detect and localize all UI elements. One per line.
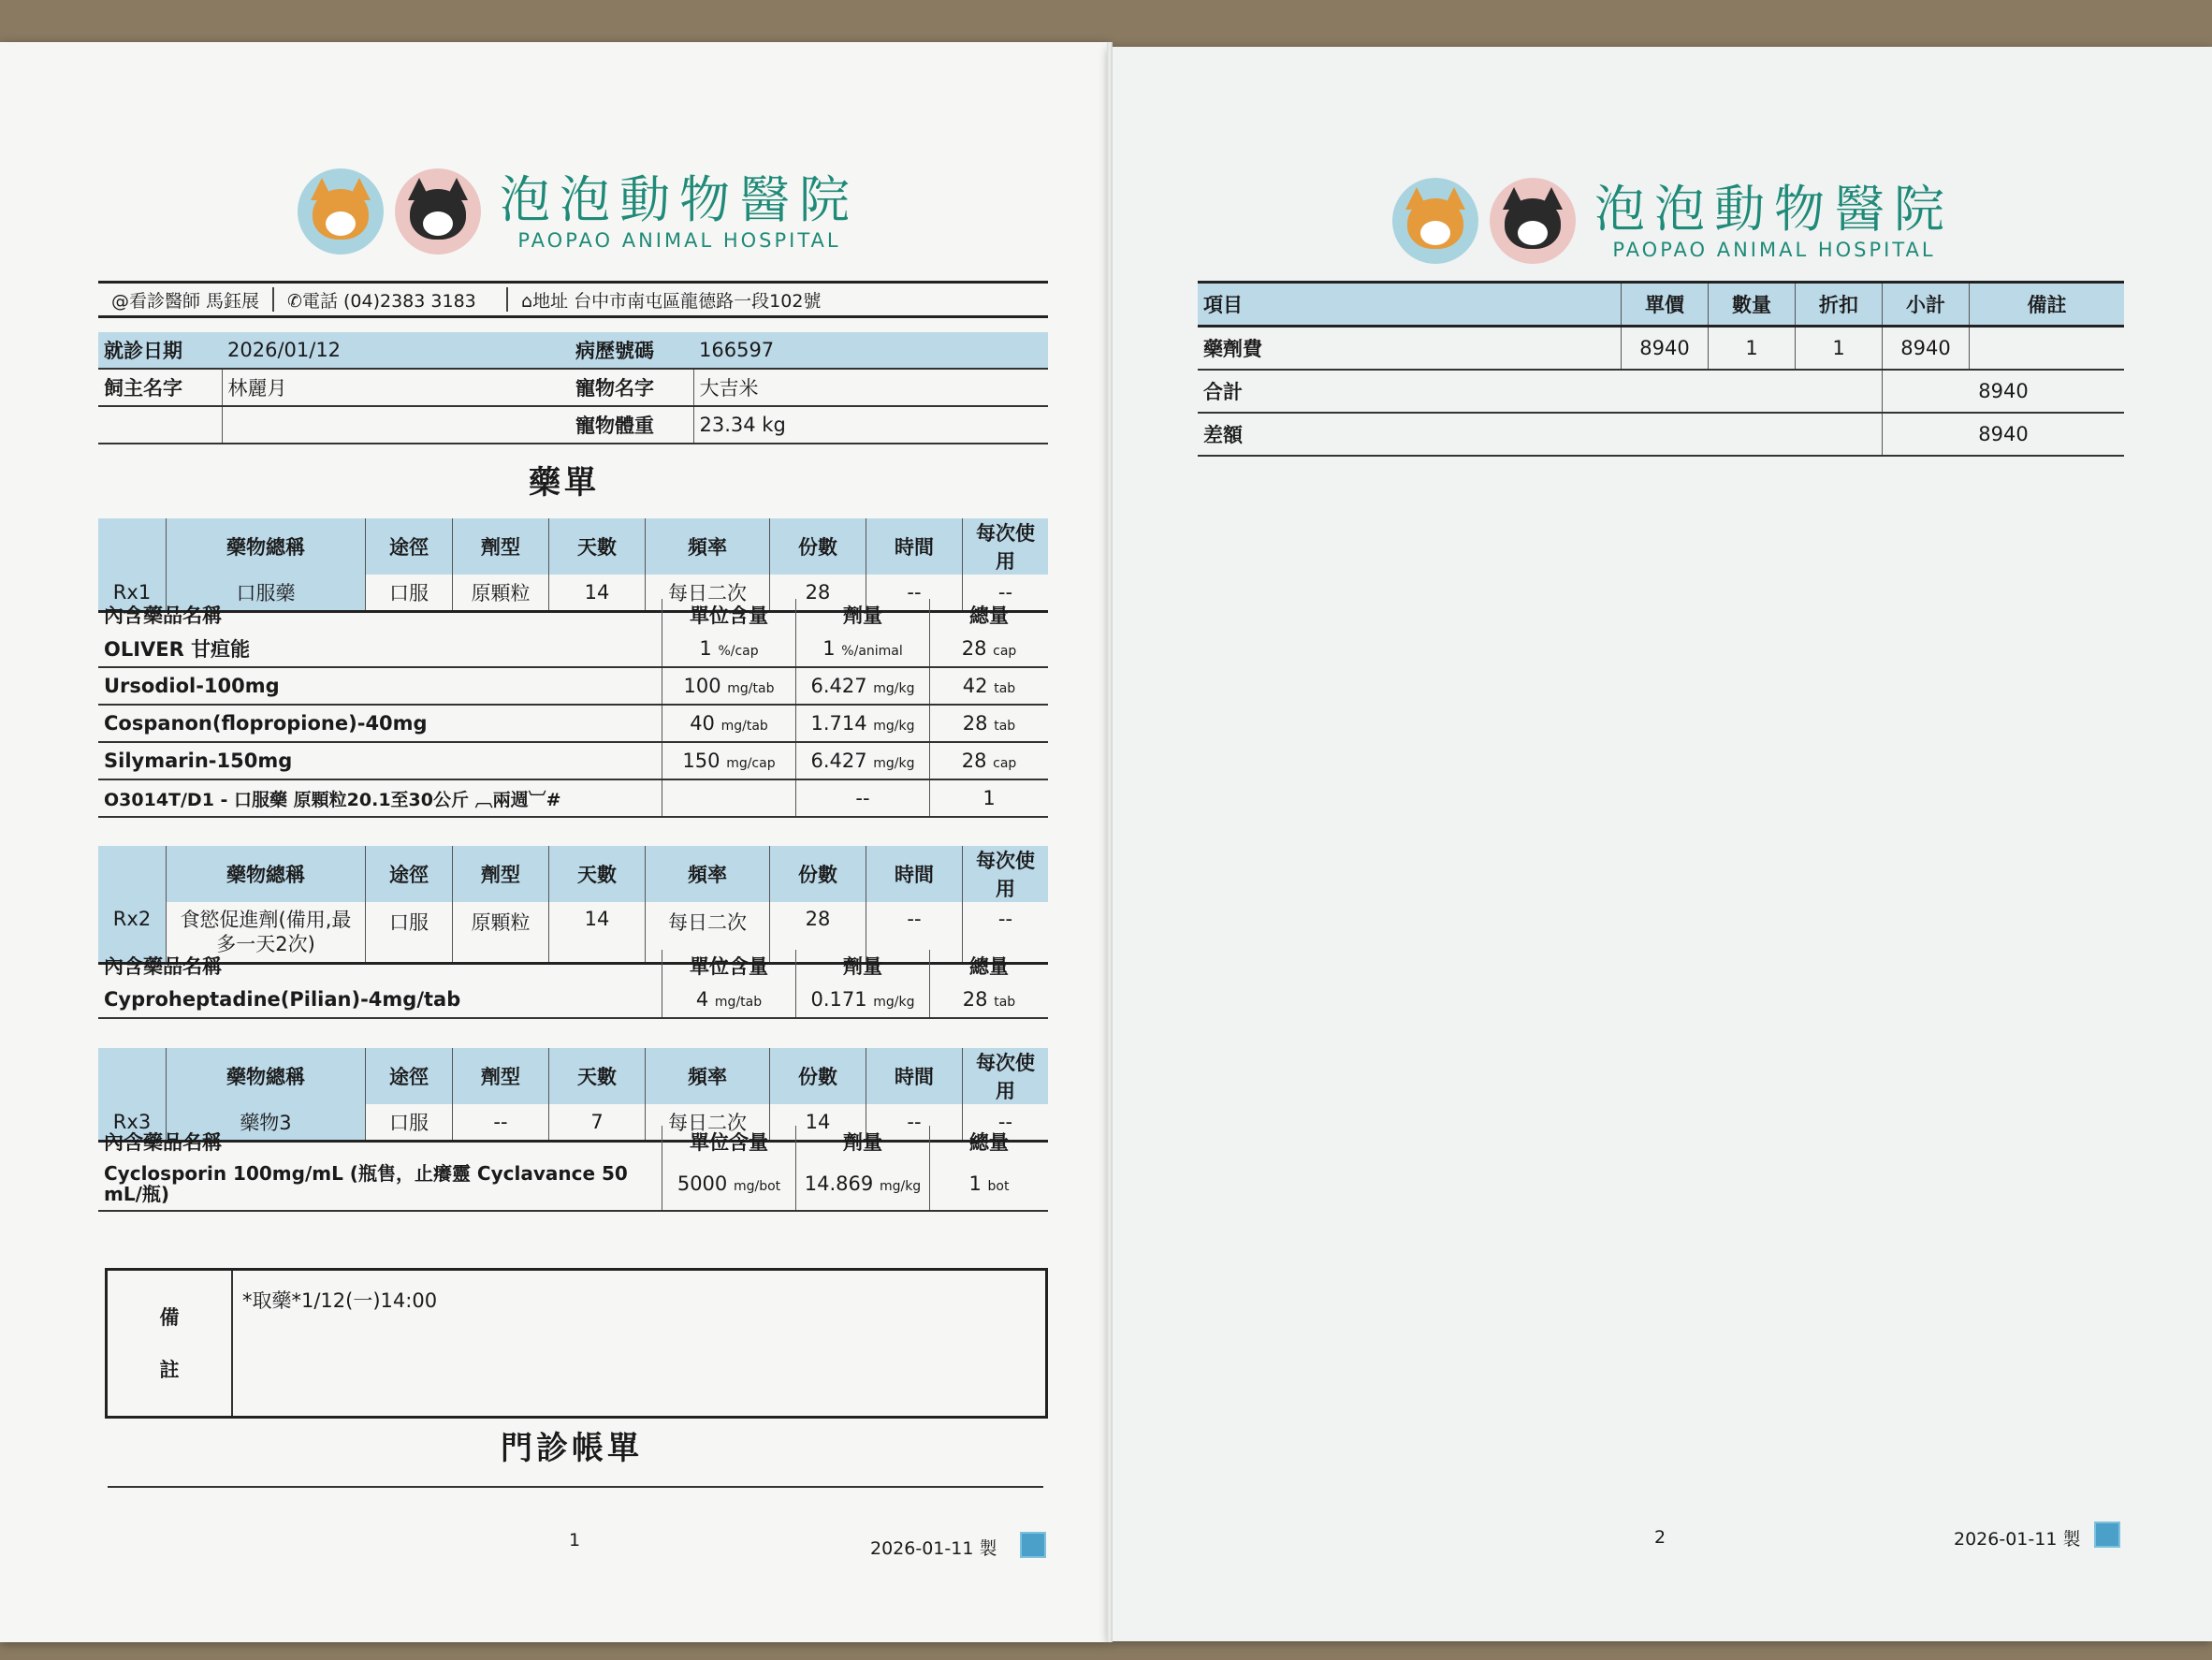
pet-value: 大吉米 bbox=[699, 377, 759, 400]
rx1-ing-header-dose: 劑量 bbox=[796, 599, 930, 631]
visit-date-value: 2026/01/12 bbox=[222, 332, 570, 369]
dose: 6.427 bbox=[810, 675, 867, 697]
rx2-ingredients-table bbox=[98, 950, 1048, 1019]
total-unit: cap bbox=[993, 644, 1017, 659]
rx1-header-form: 劑型 bbox=[453, 518, 549, 575]
rx1-id: Rx1 bbox=[98, 575, 167, 612]
total-unit: tab bbox=[994, 995, 1016, 1010]
rx3-qty: 14 bbox=[770, 1104, 866, 1142]
rx3-header-per-use: 每次使用 bbox=[963, 1048, 1049, 1104]
bill-header-price: 單價 bbox=[1622, 283, 1709, 327]
print-date-2: 2026-01-11 製 bbox=[1954, 1529, 2081, 1550]
rx3-header-name: 藥物總稱 bbox=[167, 1048, 366, 1104]
remarks-label-1: 備 bbox=[159, 1305, 180, 1329]
rx3-form: -- bbox=[453, 1104, 549, 1142]
patient-info-table bbox=[98, 332, 1048, 444]
remarks-text: *取藥*1/12(一)14:00 bbox=[242, 1289, 438, 1312]
bill-item-qty: 1 bbox=[1709, 327, 1796, 371]
rx3-header-freq: 頻率 bbox=[646, 1048, 770, 1104]
rx1-header-name: 藥物總稱 bbox=[167, 518, 366, 575]
rx1-header-days: 天數 bbox=[549, 518, 646, 575]
dose-unit: mg/kg bbox=[873, 995, 915, 1010]
bill-diff-value: 8940 bbox=[1883, 413, 2125, 456]
total: 28 bbox=[962, 988, 988, 1011]
dose: 1.714 bbox=[810, 712, 867, 735]
total: 28 bbox=[961, 750, 987, 772]
rx2-header-form: 劑型 bbox=[453, 846, 549, 902]
rx1-header-time: 時間 bbox=[866, 518, 963, 575]
table-row bbox=[98, 742, 1048, 779]
total-unit: bot bbox=[987, 1179, 1010, 1194]
rx3-time: -- bbox=[866, 1104, 963, 1142]
rx3-header-form: 劑型 bbox=[453, 1048, 549, 1104]
total-unit: cap bbox=[993, 756, 1017, 771]
total: 42 bbox=[962, 675, 988, 697]
stamp-icon bbox=[2094, 1522, 2120, 1548]
table-row bbox=[1198, 327, 2124, 371]
ingredient-name: Silymarin-150mg bbox=[98, 742, 662, 779]
page-number-2: 2 bbox=[1654, 1527, 1666, 1548]
rx2-header-freq: 頻率 bbox=[646, 846, 770, 902]
bill-item-price: 8940 bbox=[1622, 327, 1709, 371]
pet-label: 寵物名字 bbox=[570, 369, 693, 406]
total: 28 bbox=[961, 637, 987, 660]
rx2-name: 食慾促進劑(備用,最多一天2次) bbox=[167, 902, 366, 964]
ingredient-name: Cyproheptadine(Pilian)-4mg/tab bbox=[98, 982, 662, 1018]
rx3-freq: 每日二次 bbox=[646, 1104, 770, 1142]
rx2-header-name: 藥物總稱 bbox=[167, 846, 366, 902]
rx1-form: 原顆粒 bbox=[453, 575, 549, 612]
hospital-brand bbox=[1594, 181, 1954, 261]
record-no-value: 166597 bbox=[693, 332, 1048, 369]
table-row bbox=[98, 667, 1048, 705]
table-row bbox=[1198, 370, 2124, 413]
rx3-ing-header-unit: 單位含量 bbox=[662, 1126, 796, 1158]
rx3-ing-header-total: 總量 bbox=[930, 1126, 1049, 1158]
rx1-freq: 每日二次 bbox=[646, 575, 770, 612]
table-row bbox=[98, 631, 1048, 667]
rx3-route: 口服 bbox=[366, 1104, 453, 1142]
dose: 6.427 bbox=[810, 750, 867, 772]
dose-unit: %/animal bbox=[841, 644, 903, 659]
dog-logo-icon bbox=[298, 168, 384, 255]
rx3-ing-header-name: 內含藥品名稱 bbox=[104, 1131, 222, 1154]
bill-item-discount: 1 bbox=[1796, 327, 1883, 371]
rx1-header-qty: 份數 bbox=[770, 518, 866, 575]
cat-logo-icon bbox=[1490, 178, 1576, 264]
rx1-ingredients-table bbox=[98, 599, 1048, 818]
total-unit: tab bbox=[994, 719, 1016, 734]
rx1-ing-header-name: 內含藥品名稱 bbox=[104, 604, 222, 627]
ingredient-name: O3014T/D1 - 口服藥 原顆粒20.1至30公斤 ︹兩週︺# bbox=[98, 779, 662, 817]
rx2-days: 14 bbox=[549, 902, 646, 964]
dose-unit: mg/kg bbox=[879, 1179, 922, 1194]
bill-item-subtotal: 8940 bbox=[1883, 327, 1970, 371]
record-no-label: 病歷號碼 bbox=[570, 332, 693, 369]
page-fold bbox=[1107, 42, 1113, 1642]
bill-table bbox=[1198, 281, 2124, 457]
rx1-route: 口服 bbox=[366, 575, 453, 612]
rx1-days: 14 bbox=[549, 575, 646, 612]
hospital-name-en: PAOPAO ANIMAL HOSPITAL bbox=[517, 229, 841, 252]
weight-label: 寵物體重 bbox=[570, 406, 693, 444]
rx3-header-route: 途徑 bbox=[366, 1048, 453, 1104]
dose-unit: mg/kg bbox=[873, 719, 915, 734]
prescription-title: 藥單 bbox=[529, 464, 600, 502]
owner-value: 林麗月 bbox=[227, 377, 287, 400]
table-row bbox=[98, 705, 1048, 742]
dose-unit: mg/kg bbox=[873, 681, 915, 696]
rx1-time: -- bbox=[866, 575, 963, 612]
total-unit: tab bbox=[994, 681, 1016, 696]
rx2-qty: 28 bbox=[770, 902, 866, 964]
bill-header-discount: 折扣 bbox=[1796, 283, 1883, 327]
rx2-header-route: 途徑 bbox=[366, 846, 453, 902]
print-date-1: 2026-01-11 製 bbox=[870, 1538, 997, 1559]
unit-amount: 100 bbox=[683, 675, 721, 697]
remarks-box bbox=[105, 1268, 1048, 1419]
unit-amount-unit: mg/bot bbox=[733, 1179, 781, 1194]
bill-diff-label: 差額 bbox=[1203, 424, 1243, 446]
doctor-info: @看診醫師 馬鈺展 bbox=[111, 290, 260, 312]
bill-total-label: 合計 bbox=[1203, 381, 1243, 403]
unit-amount: 1 bbox=[699, 637, 712, 660]
dose: 0.171 bbox=[810, 988, 867, 1011]
rx1-name: 口服藥 bbox=[167, 575, 366, 612]
dose: 14.869 bbox=[804, 1172, 874, 1195]
rx2-header-days: 天數 bbox=[549, 846, 646, 902]
total: 1 bbox=[982, 787, 996, 809]
rx2-header-time: 時間 bbox=[866, 846, 963, 902]
phone-info: ✆電話 (04)2383 3183 bbox=[287, 290, 476, 312]
remarks-label-2: 註 bbox=[159, 1358, 180, 1381]
bill-item-note bbox=[1970, 327, 2125, 371]
dog-logo-icon bbox=[1392, 178, 1478, 264]
ingredient-name: Cyclosporin 100mg/mL (瓶售，止癢靈 Cyclavance 50 mL/瓶) bbox=[98, 1158, 662, 1211]
unit-amount-unit: %/cap bbox=[718, 644, 759, 659]
table-row bbox=[98, 982, 1048, 1018]
table-row bbox=[98, 779, 1048, 817]
ingredient-name: OLIVER 甘疸能 bbox=[98, 631, 662, 667]
unit-amount: 40 bbox=[690, 712, 715, 735]
bill-total-value: 8940 bbox=[1883, 370, 2125, 413]
info-bar bbox=[98, 281, 1048, 318]
table-row bbox=[98, 1158, 1048, 1211]
bill-title: 門診帳單 bbox=[501, 1430, 643, 1467]
stamp-icon bbox=[1020, 1532, 1046, 1558]
ingredient-name: Cospanon(flopropione)-40mg bbox=[98, 705, 662, 742]
rx2-ing-header-dose: 劑量 bbox=[796, 950, 930, 982]
hospital-name-cn: 泡泡動物醫院 bbox=[500, 170, 859, 229]
rx2-header-qty: 份數 bbox=[770, 846, 866, 902]
hospital-header-p2 bbox=[1392, 178, 1954, 264]
rx1-qty: 28 bbox=[770, 575, 866, 612]
rx2-route: 口服 bbox=[366, 902, 453, 964]
rx3-days: 7 bbox=[549, 1104, 646, 1142]
unit-amount: 150 bbox=[682, 750, 720, 772]
rx3-name: 藥物3 bbox=[167, 1104, 366, 1142]
unit-amount: 5000 bbox=[677, 1172, 728, 1195]
rx2-per-use: -- bbox=[963, 902, 1049, 964]
rx1-per-use: -- bbox=[963, 575, 1049, 612]
bill-header-qty: 數量 bbox=[1709, 283, 1796, 327]
bill-title-divider bbox=[108, 1486, 1043, 1488]
visit-date-label: 就診日期 bbox=[98, 332, 222, 369]
table-row bbox=[1198, 413, 2124, 456]
unit-amount-unit: mg/tab bbox=[714, 995, 763, 1010]
rx3-ing-header-dose: 劑量 bbox=[796, 1126, 930, 1158]
rx3-header-days: 天數 bbox=[549, 1048, 646, 1104]
weight-value: 23.34 kg bbox=[699, 414, 786, 436]
rx2-table bbox=[98, 846, 1048, 965]
rx2-ing-header-total: 總量 bbox=[930, 950, 1049, 982]
owner-label: 飼主名字 bbox=[98, 369, 222, 406]
rx2-header-per-use: 每次使用 bbox=[963, 846, 1049, 902]
remarks-label bbox=[108, 1271, 233, 1416]
dose: -- bbox=[855, 787, 870, 809]
rx3-ingredients-table bbox=[98, 1126, 1048, 1212]
unit-amount-unit: mg/cap bbox=[726, 756, 776, 771]
address-info: ⌂地址 台中市南屯區龍德路一段102號 bbox=[521, 290, 822, 312]
cat-logo-icon bbox=[395, 168, 481, 255]
rx3-header-time: 時間 bbox=[866, 1048, 963, 1104]
rx2-id: Rx2 bbox=[98, 902, 167, 964]
bill-header-item: 項目 bbox=[1198, 283, 1622, 327]
hospital-name-cn: 泡泡動物醫院 bbox=[1594, 180, 1954, 239]
hospital-header-p1 bbox=[298, 168, 859, 255]
ingredient-name: Ursodiol-100mg bbox=[98, 667, 662, 705]
rx3-per-use: -- bbox=[963, 1104, 1049, 1142]
dose-unit: mg/kg bbox=[873, 756, 915, 771]
rx2-ing-header-name: 內含藥品名稱 bbox=[104, 955, 222, 978]
bill-header-note: 備註 bbox=[1970, 283, 2125, 327]
unit-amount-unit: mg/tab bbox=[720, 719, 768, 734]
unit-amount-unit: mg/tab bbox=[727, 681, 775, 696]
unit-amount: 4 bbox=[695, 988, 709, 1011]
hospital-name-en: PAOPAO ANIMAL HOSPITAL bbox=[1612, 239, 1936, 261]
rx3-header-qty: 份數 bbox=[770, 1048, 866, 1104]
dose: 1 bbox=[822, 637, 836, 660]
rx3-id: Rx3 bbox=[98, 1104, 167, 1142]
rx2-freq: 每日二次 bbox=[646, 902, 770, 964]
rx2-ing-header-unit: 單位含量 bbox=[662, 950, 796, 982]
bill-header-subtotal: 小計 bbox=[1883, 283, 1970, 327]
page-number-1: 1 bbox=[569, 1530, 581, 1551]
hospital-brand bbox=[500, 171, 859, 252]
bill-item-name: 藥劑費 bbox=[1203, 338, 1262, 360]
rx1-ing-header-unit: 單位含量 bbox=[662, 599, 796, 631]
rx2-form: 原顆粒 bbox=[453, 902, 549, 964]
rx1-header-route: 途徑 bbox=[366, 518, 453, 575]
total: 28 bbox=[962, 712, 988, 735]
rx1-header-freq: 頻率 bbox=[646, 518, 770, 575]
total: 1 bbox=[968, 1172, 982, 1195]
rx1-ing-header-total: 總量 bbox=[930, 599, 1049, 631]
rx2-time: -- bbox=[866, 902, 963, 964]
rx1-header-per-use: 每次使用 bbox=[963, 518, 1049, 575]
